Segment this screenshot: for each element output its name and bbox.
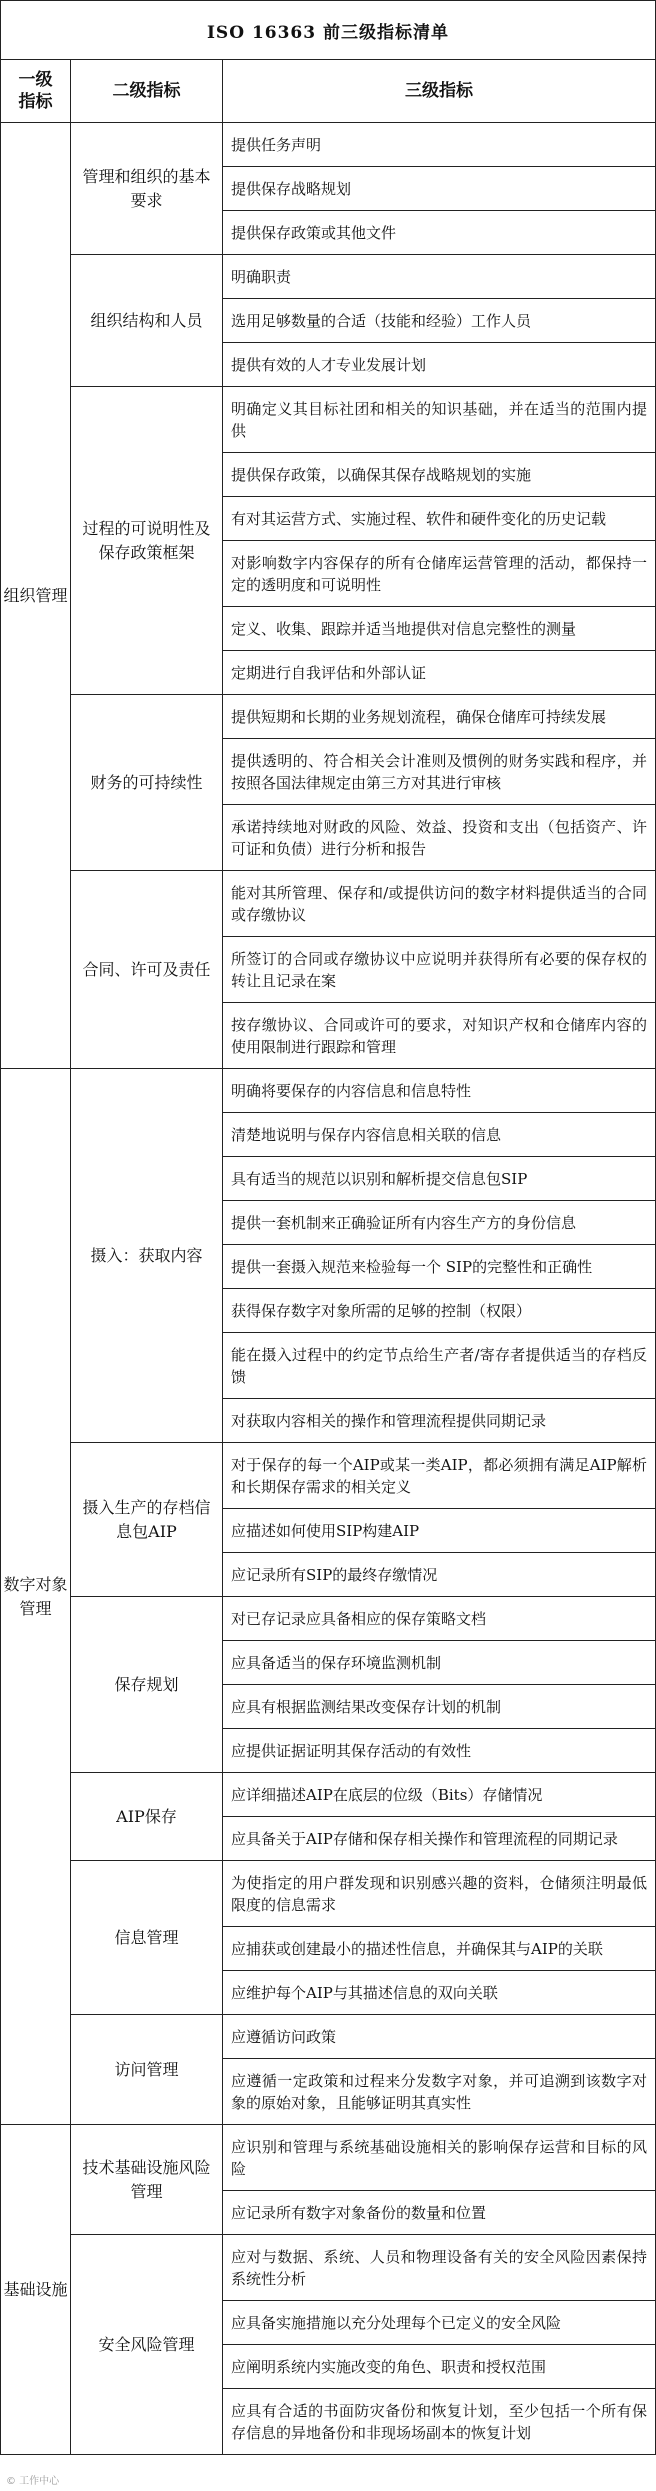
level3-cell: 提供一套摄入规范来检验每一个 SIP的完整性和正确性 [223, 1245, 656, 1289]
level3-cell: 应遵循一定政策和过程来分发数字对象，并可追溯到该数字对象的原始对象，且能够证明其真实性 [223, 2059, 656, 2125]
level3-cell: 应记录所有SIP的最终存缴情况 [223, 1553, 656, 1597]
header-level2: 二级指标 [71, 60, 223, 123]
level3-cell: 提供保存战略规划 [223, 167, 656, 211]
level3-cell: 应具备适当的保存环境监测机制 [223, 1641, 656, 1685]
header-row [1, 60, 656, 123]
level3-cell: 定期进行自我评估和外部认证 [223, 651, 656, 695]
level2-cell: 合同、许可及责任 [71, 871, 223, 1069]
level3-cell: 对影响数字内容保存的所有仓储库运营管理的活动，都保持一定的透明度和可说明性 [223, 541, 656, 607]
level3-cell: 应描述如何使用SIP构建AIP [223, 1509, 656, 1553]
level3-cell: 应具有根据监测结果改变保存计划的机制 [223, 1685, 656, 1729]
level2-cell: 财务的可持续性 [71, 695, 223, 871]
level2-cell: 摄入生产的存档信息包AIP [71, 1443, 223, 1597]
level1-cell: 组织管理 [1, 123, 71, 1069]
level3-cell: 明确定义其目标社团和相关的知识基础，并在适当的范围内提供 [223, 387, 656, 453]
level2-cell: 管理和组织的基本要求 [71, 123, 223, 255]
level2-cell: 保存规划 [71, 1597, 223, 1773]
level3-cell: 有对其运营方式、实施过程、软件和硬件变化的历史记载 [223, 497, 656, 541]
level3-cell: 具有适当的规范以识别和解析提交信息包SIP [223, 1157, 656, 1201]
level3-cell: 应遵循访问政策 [223, 2015, 656, 2059]
table-row [1, 123, 656, 167]
level2-cell: 访问管理 [71, 2015, 223, 2125]
level2-cell: 组织结构和人员 [71, 255, 223, 387]
level3-cell: 应详细描述AIP在底层的位级（Bits）存储情况 [223, 1773, 656, 1817]
level2-cell: 信息管理 [71, 1861, 223, 2015]
level3-cell: 提供一套机制来正确验证所有内容生产方的身份信息 [223, 1201, 656, 1245]
table-row [1, 1861, 656, 1927]
level3-cell: 明确职责 [223, 255, 656, 299]
level2-cell: 安全风险管理 [71, 2235, 223, 2455]
level3-cell: 提供短期和长期的业务规划流程，确保仓储库可持续发展 [223, 695, 656, 739]
level3-cell: 对已存记录应具备相应的保存策略文档 [223, 1597, 656, 1641]
level3-cell: 按存缴协议、合同或许可的要求，对知识产权和仓储库内容的使用限制进行跟踪和管理 [223, 1003, 656, 1069]
table-title: ISO 16363 前三级指标清单 [1, 1, 656, 60]
level3-cell: 提供任务声明 [223, 123, 656, 167]
level3-cell: 应提供证据证明其保存活动的有效性 [223, 1729, 656, 1773]
level3-cell: 承诺持续地对财政的风险、效益、投资和支出（包括资产、许可证和负债）进行分析和报告 [223, 805, 656, 871]
level3-cell: 应记录所有数字对象备份的数量和位置 [223, 2191, 656, 2235]
level3-cell: 应对与数据、系统、人员和物理设备有关的安全风险因素保持系统性分析 [223, 2235, 656, 2301]
level2-cell: 过程的可说明性及保存政策框架 [71, 387, 223, 695]
table-row [1, 387, 656, 453]
level3-cell: 提供透明的、符合相关会计准则及惯例的财务实践和程序，并按照各国法律规定由第三方对其进行审核 [223, 739, 656, 805]
watermark: © 工作中心 [6, 2476, 60, 2487]
table-row [1, 1069, 656, 1113]
level3-cell: 为使指定的用户群发现和识别感兴趣的资料，仓储须注明最低限度的信息需求 [223, 1861, 656, 1927]
level3-cell: 应具备关于AIP存储和保存相关操作和管理流程的同期记录 [223, 1817, 656, 1861]
level3-cell: 对获取内容相关的操作和管理流程提供同期记录 [223, 1399, 656, 1443]
table-row [1, 255, 656, 299]
level3-cell: 能在摄入过程中的约定节点给生产者/寄存者提供适当的存档反馈 [223, 1333, 656, 1399]
title-row [1, 1, 656, 60]
level2-cell: 技术基础设施风险管理 [71, 2125, 223, 2235]
level3-cell: 提供保存政策，以确保其保存战略规划的实施 [223, 453, 656, 497]
level1-cell: 数字对象管理 [1, 1069, 71, 2125]
level3-cell: 应具备实施措施以充分处理每个已定义的安全风险 [223, 2301, 656, 2345]
table-row [1, 871, 656, 937]
level2-cell: AIP保存 [71, 1773, 223, 1861]
level3-cell: 明确将要保存的内容信息和信息特性 [223, 1069, 656, 1113]
level3-cell: 能对其所管理、保存和/或提供访问的数字材料提供适当的合同或存缴协议 [223, 871, 656, 937]
level3-cell: 提供有效的人才专业发展计划 [223, 343, 656, 387]
table-row [1, 695, 656, 739]
level3-cell: 所签订的合同或存缴协议中应说明并获得所有必要的保存权的转让且记录在案 [223, 937, 656, 1003]
table-row [1, 2125, 656, 2191]
level3-cell: 应维护每个AIP与其描述信息的双向关联 [223, 1971, 656, 2015]
level3-cell: 应捕获或创建最小的描述性信息，并确保其与AIP的关联 [223, 1927, 656, 1971]
table-row [1, 1597, 656, 1641]
level3-cell: 定义、收集、跟踪并适当地提供对信息完整性的测量 [223, 607, 656, 651]
level2-cell: 摄入：获取内容 [71, 1069, 223, 1443]
level3-cell: 应阐明系统内实施改变的角色、职责和授权范围 [223, 2345, 656, 2389]
level3-cell: 应识别和管理与系统基础设施相关的影响保存运营和目标的风险 [223, 2125, 656, 2191]
table-row [1, 1773, 656, 1817]
level3-cell: 对于保存的每一个AIP或某一类AIP，都必须拥有满足AIP解析和长期保存需求的相关定义 [223, 1443, 656, 1509]
level3-cell: 应具有合适的书面防灾备份和恢复计划，至少包括一个所有保存信息的异地备份和非现场场副本的恢复计划 [223, 2389, 656, 2455]
table-row [1, 1443, 656, 1509]
level3-cell: 清楚地说明与保存内容信息相关联的信息 [223, 1113, 656, 1157]
level3-cell: 选用足够数量的合适（技能和经验）工作人员 [223, 299, 656, 343]
level1-cell: 基础设施 [1, 2125, 71, 2455]
level3-cell: 提供保存政策或其他文件 [223, 211, 656, 255]
level3-cell: 获得保存数字对象所需的足够的控制（权限） [223, 1289, 656, 1333]
table-row [1, 2015, 656, 2059]
header-level1: 一级指标 [1, 60, 71, 123]
header-level3: 三级指标 [223, 60, 656, 123]
table-row [1, 2235, 656, 2301]
